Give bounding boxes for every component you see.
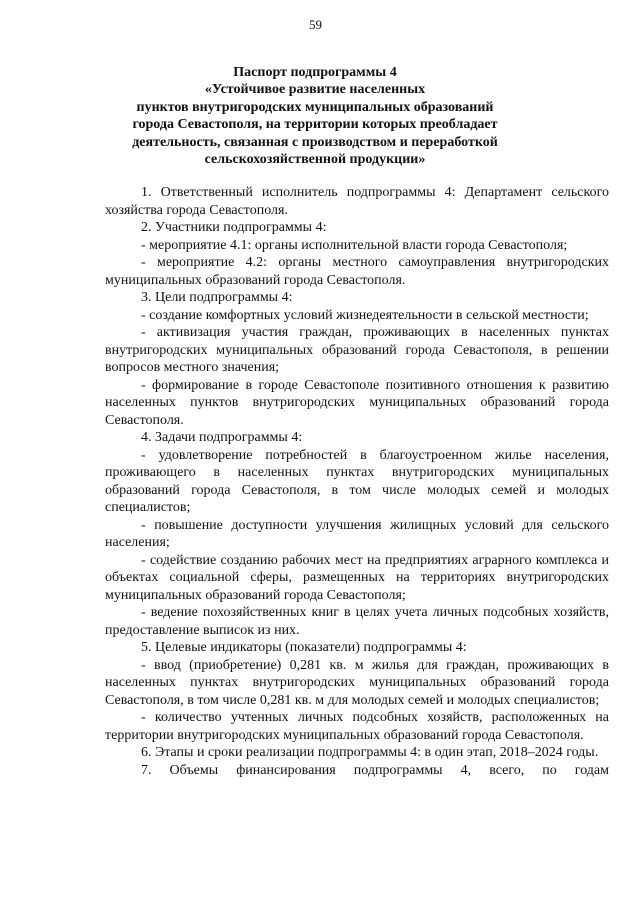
paragraph: 5. Целевые индикаторы (показатели) подпрограммы 4: — [141, 640, 467, 655]
paragraph: - мероприятие 4.1: органы исполнительной власти города Севастополя; — [141, 237, 568, 253]
title-line: Паспорт подпрограммы 4 — [233, 65, 397, 80]
title-line: сельскохозяйственной продукции» — [204, 152, 426, 168]
paragraph: 6. Этапы и сроки реализации подпрограммы 4: в один этап, 2018–2024 годы. — [141, 745, 599, 760]
paragraph: 4. Задачи подпрограммы 4: — [141, 430, 303, 445]
paragraph: - удовлетворение потребностей в благоустроенном жилье населения, проживающего в населенных пунктах внутригородских муниципальных образований города Севастополя, в том числе молодых семей и молодых специалистов; — [105, 447, 609, 515]
paragraph: 2. Участники подпрограммы 4: — [141, 220, 327, 235]
paragraph: 1. Ответственный исполнитель подпрограммы 4: Департамент сельского хозяйства города Севастополя. — [105, 185, 609, 218]
paragraph: - активизация участия граждан, проживающих в населенных пунктах внутригородских муниципальных образований города Севастополя, в решении вопросов местного значения; — [105, 325, 609, 375]
paragraph: - формирование в городе Севастополе позитивного отношения к развитию населенных пунктов внутригородских муниципальных образований города Севастополя. — [105, 377, 609, 428]
paragraph: - повышение доступности улучшения жилищных условий для сельского населения; — [105, 517, 609, 550]
paragraph: - содействие созданию рабочих мест на предприятиях аграрного комплекса и объектах социальной сферы, размещенных на территориях внутригородских муниципальных образований города Севастополя; — [105, 552, 609, 603]
paragraph: - ведение похозяйственных книг в целях учета личных подсобных хозяйств, предоставление выписок из них. — [105, 605, 609, 638]
title-line: «Устойчивое развитие населенных — [204, 82, 426, 98]
paragraph: - количество учтенных личных подсобных хозяйств, расположенных на территории внутригородских муниципальных образований города Севастополя. — [105, 710, 609, 743]
document-title — [100, 64, 530, 168]
title-line: города Севастополя, на территории которых преобладает — [132, 117, 498, 133]
page-number: 59 — [309, 17, 322, 32]
paragraph: 7. Объемы финансирования подпрограммы 4, всего, по годам — [141, 762, 609, 778]
title-line: пунктов внутригородских муниципальных образований — [136, 99, 494, 115]
document-body — [105, 184, 609, 779]
paragraph: - создание комфортных условий жизнедеятельности в сельской местности; — [141, 307, 589, 323]
title-line: деятельность, связанная с производством и переработкой — [132, 134, 498, 150]
paragraph: - ввод (приобретение) 0,281 кв. м жилья для граждан, проживающих в населенных пунктах внутригородских муниципальных образований города Севастополя, в том числе 0,281 кв. м для молодых семей и молодых специалистов; — [105, 657, 609, 708]
paragraph: 3. Цели подпрограммы 4: — [141, 290, 293, 305]
paragraph: - мероприятие 4.2: органы местного самоуправления внутригородских муниципальных образований города Севастополя. — [105, 255, 609, 288]
